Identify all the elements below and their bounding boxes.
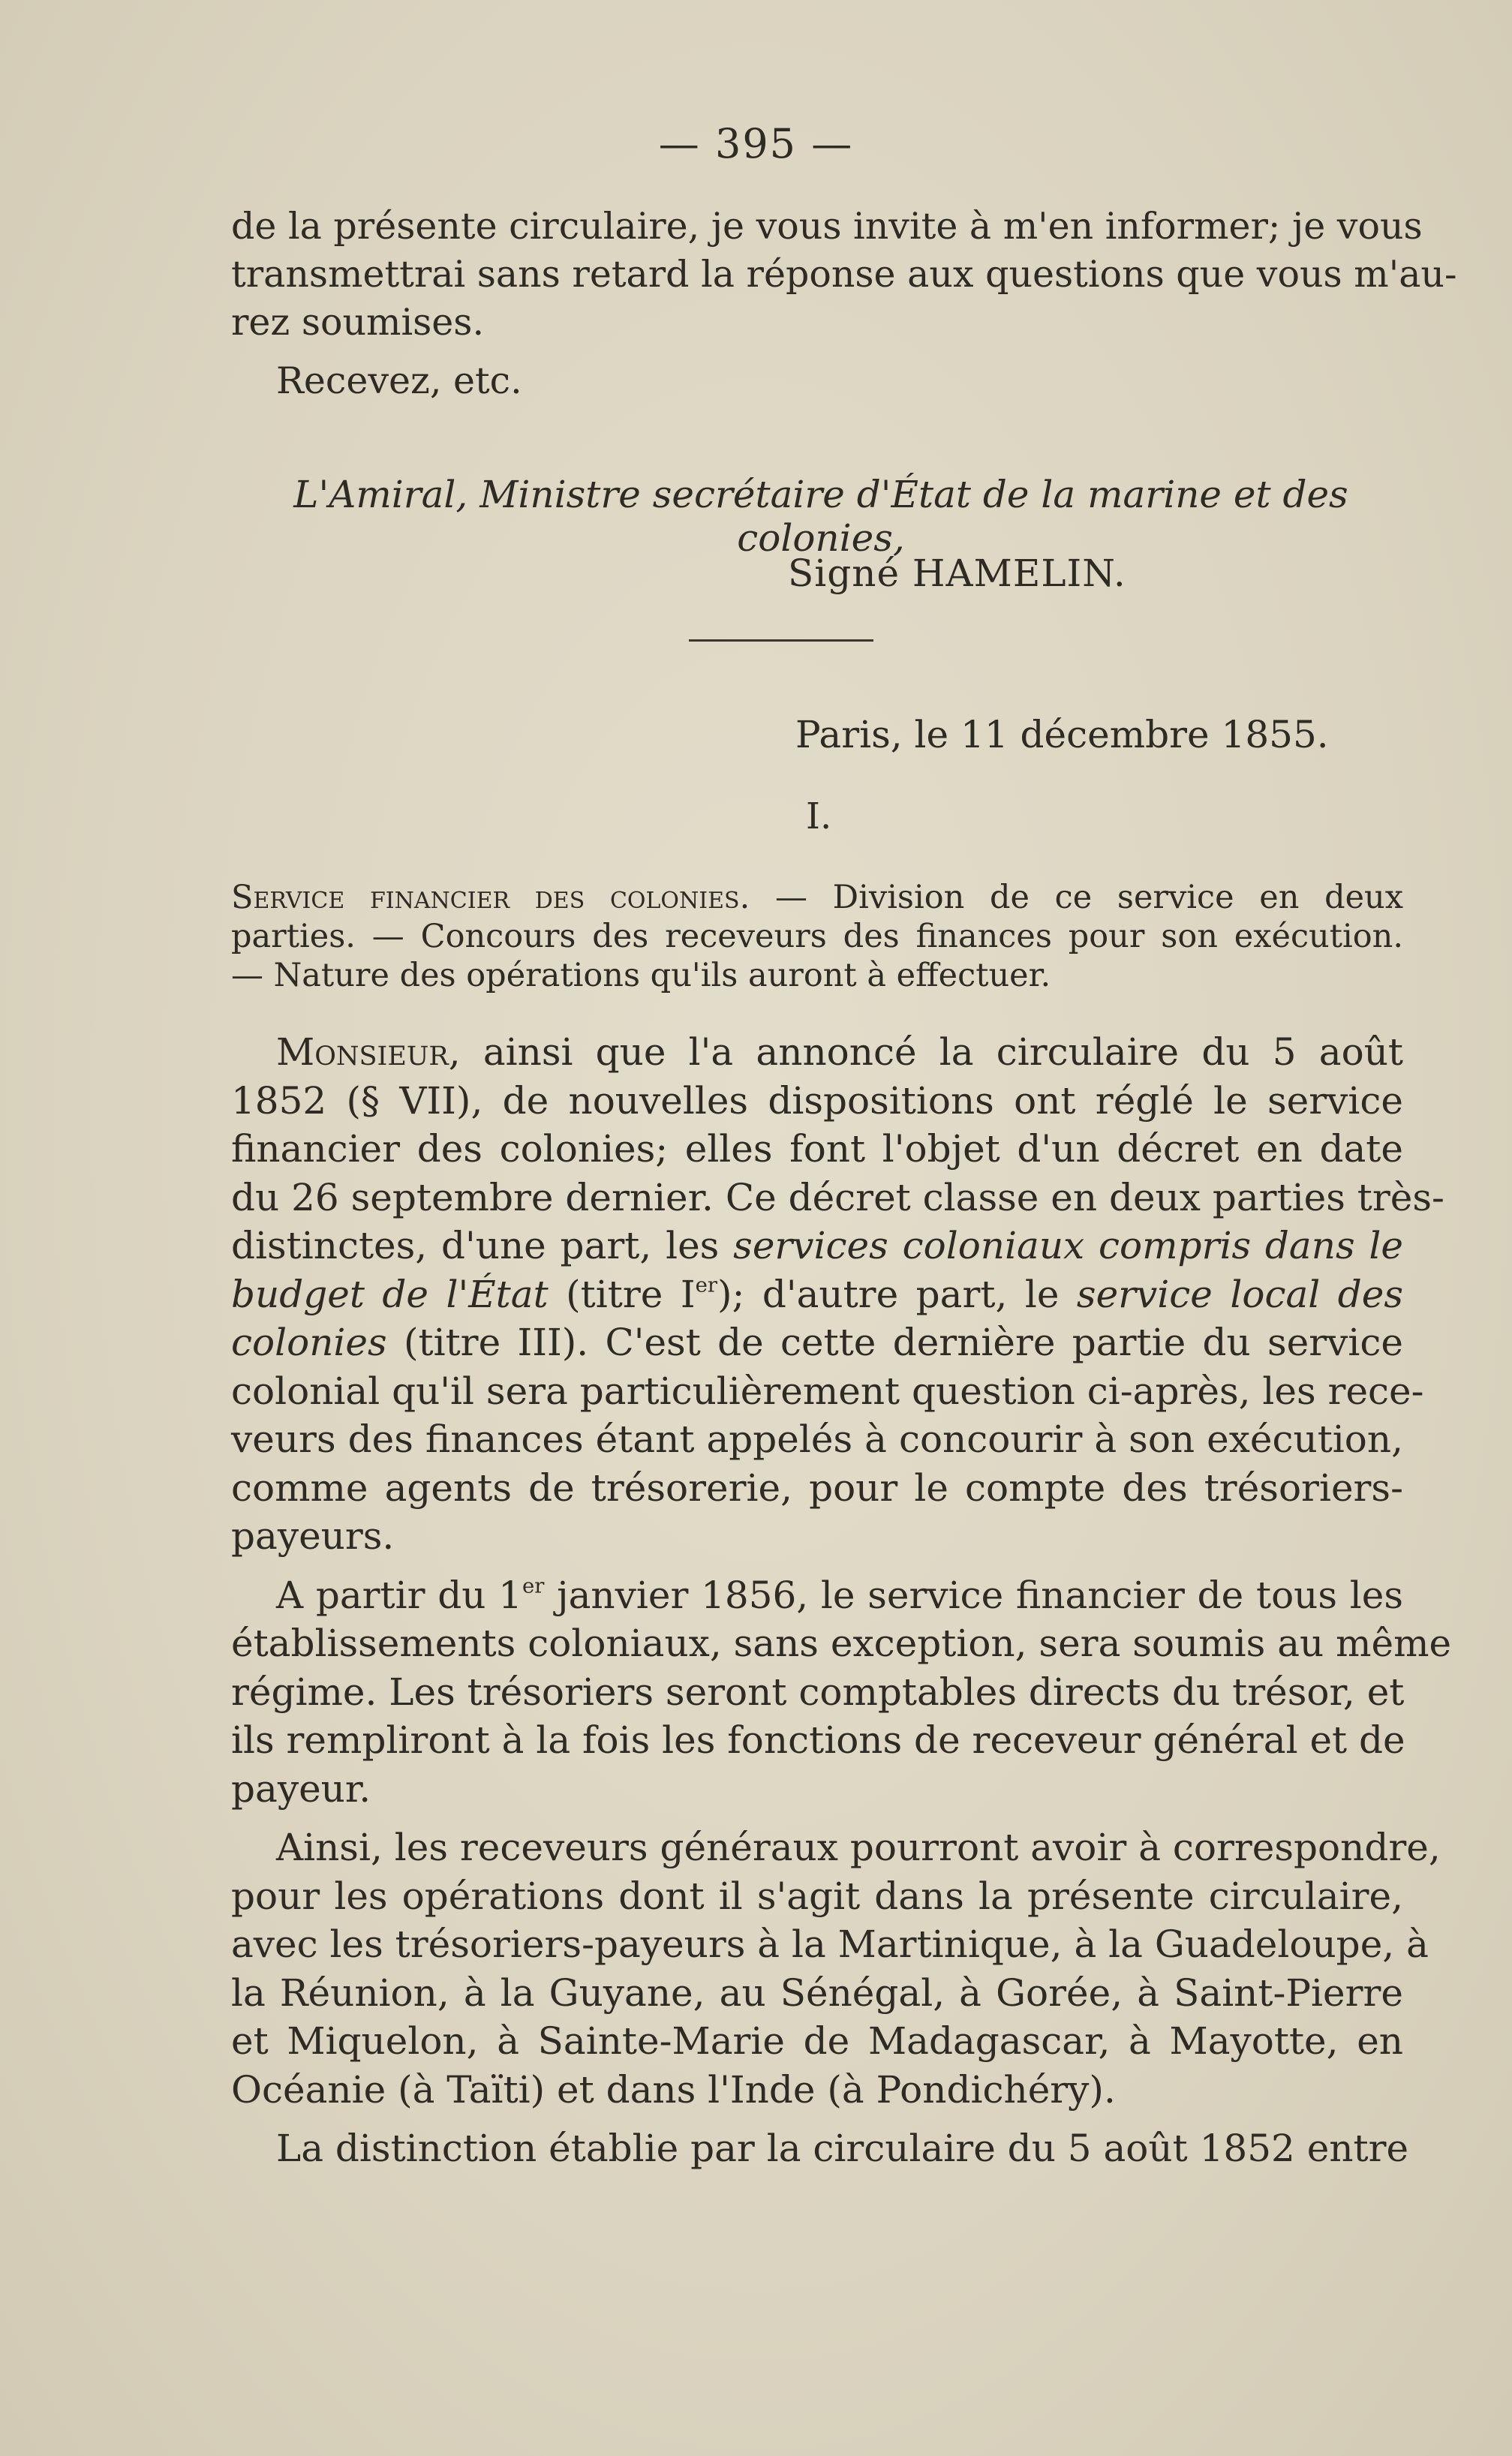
section-divider [689, 639, 873, 642]
text-fragment: , ainsi que l'a annoncé la circulaire du 5 août [448, 1030, 1403, 1074]
text-line: financier des colonies; elles font l'objet d'un décret en date [231, 1127, 1403, 1171]
paragraph-1 [231, 1028, 1444, 1561]
section-number: I. [806, 795, 832, 837]
text-line: établissements coloniaux, sans exception, sera soumis au même [231, 1622, 1452, 1665]
summary-text: — Division de ce service en deux [774, 879, 1404, 916]
signature-title: L'Amiral, Ministre secrétaire d'État de la marine et des colonies, [293, 473, 1348, 560]
text-line: comme agents de trésorerie, pour le compte des trésoriers- [231, 1465, 1403, 1510]
closing-formula: Recevez, etc. [276, 359, 522, 402]
text-fragment: A partir du 1 [276, 1573, 522, 1617]
text-line: payeurs. [231, 1514, 395, 1558]
italic-phrase: colonies [231, 1321, 387, 1364]
paragraph-4 [231, 2124, 1409, 2173]
paragraph-3 [231, 1823, 1441, 2114]
body-text [231, 1028, 1452, 2184]
text-fragment: ); d'autre part, le [717, 1272, 1060, 1316]
summary-line: — Nature des opérations qu'ils auront à effectuer. [231, 957, 1051, 994]
text-line: colonial qu'il sera particulièrement question ci-après, les rece- [231, 1369, 1424, 1413]
text-fragment: (titre III). C'est de cette dernière partie du service [403, 1321, 1403, 1364]
section-summary [231, 878, 1403, 995]
text-fragment: (titre I [566, 1272, 696, 1316]
text-line: de la présente circulaire, je vous invite à m'en informer; je vous [231, 205, 1423, 248]
text-line [231, 1270, 1403, 1319]
superscript: er [695, 1272, 717, 1297]
text-line: régime. Les trésoriers seront comptables directs du trésor, et [231, 1670, 1405, 1714]
italic-phrase: budget de l'État [231, 1272, 549, 1316]
text-line [231, 1028, 1403, 1077]
text-line [231, 1318, 1403, 1367]
text-line: Océanie (à Taïti) et dans l'Inde (à Pondichéry). [231, 2067, 1116, 2112]
italic-phrase: services coloniaux compris dans le [733, 1224, 1403, 1267]
paragraph-2 [231, 1571, 1452, 1814]
text-line: pour les opérations dont il s'agit dans la présente circulaire, [231, 1874, 1403, 1918]
text-line: avec les trésoriers-payeurs à la Martinique, à la Guadeloupe, à [231, 1922, 1429, 1966]
superscript: er [522, 1573, 545, 1598]
text-line: et Miquelon, à Sainte-Marie de Madagascar, à Mayotte, en [231, 2019, 1403, 2063]
text-line: du 26 septembre dernier. Ce décret classe en deux parties très- [231, 1175, 1444, 1219]
text-line [231, 1571, 1403, 1620]
italic-phrase: service local des [1076, 1272, 1403, 1316]
text-line: rez soumises. [231, 301, 485, 344]
text-line: payeur. [231, 1766, 371, 1811]
summary-line: parties. — Concours des receveurs des finances pour son exécution. [231, 918, 1403, 955]
summary-heading: Service financier des colonies. [231, 879, 750, 916]
text-line [231, 1222, 1403, 1270]
opening-paragraph [231, 203, 1457, 405]
text-line: transmettrai sans retard la réponse aux questions que vous m'au- [231, 253, 1457, 296]
text-line: La distinction établie par la circulaire du 5 août 1852 entre [276, 2127, 1409, 2170]
text-line: veurs des finances étant appelés à concourir à son exécution, [231, 1417, 1403, 1461]
signature-name: Signé HAMELIN. [788, 552, 1126, 595]
place-date: Paris, le 11 décembre 1855. [795, 713, 1329, 756]
summary-line [231, 878, 1403, 917]
text-line: Ainsi, les receveurs généraux pourront avoir à correspondre, [276, 1826, 1441, 1869]
text-fragment: distinctes, d'une part, les [231, 1224, 720, 1267]
text-line: ils rempliront à la fois les fonctions de receveur général et de [231, 1718, 1405, 1762]
text-line: la Réunion, à la Guyane, au Sénégal, à Gorée, à Saint-Pierre [231, 1971, 1403, 2015]
page-number: — 395 — [658, 120, 854, 167]
salutation: Monsieur [276, 1030, 449, 1074]
text-line: 1852 (§ VII), de nouvelles dispositions ont réglé le service [231, 1078, 1403, 1123]
text-fragment: janvier 1856, le service financier de tous les [557, 1573, 1403, 1617]
